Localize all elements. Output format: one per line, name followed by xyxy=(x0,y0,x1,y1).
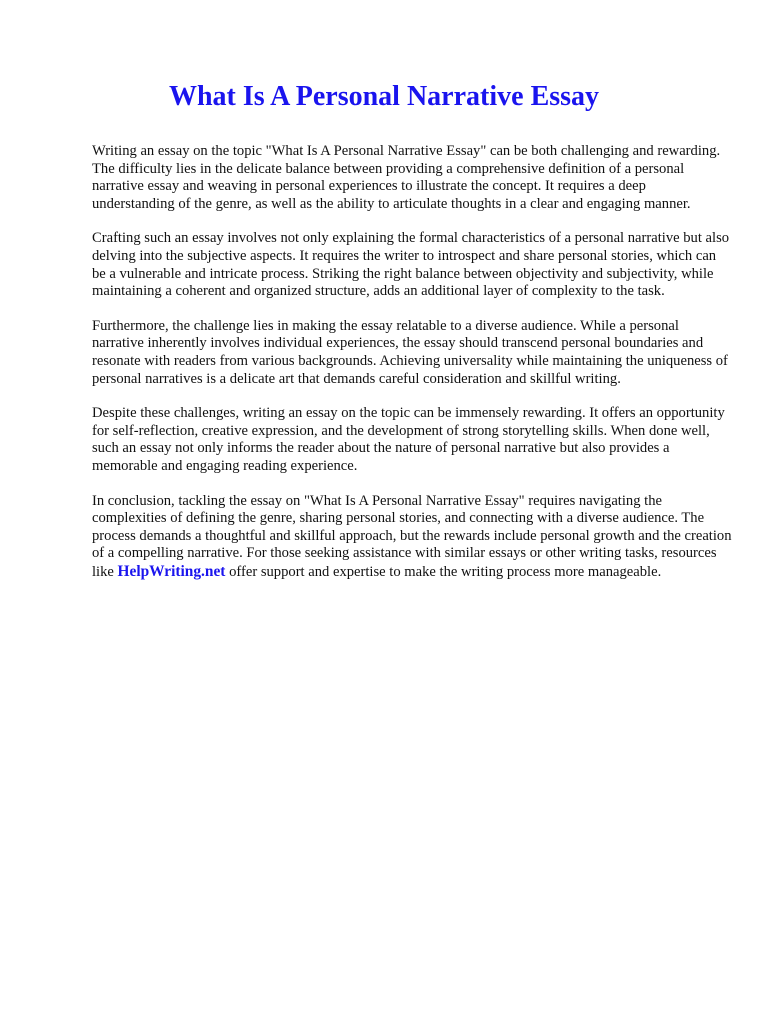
paragraph-1: Writing an essay on the topic "What Is A Personal Narrative Essay" can be both challenging and rewarding. The difficulty lies in the delicate balance between providing a comprehensive definition of a personal narrative essay and weaving in personal experiences to illustrate the concept. It requires a deep understanding of the genre, as well as the ability to articulate thoughts in a clear and engaging manner. xyxy=(92,143,721,212)
document-body xyxy=(92,143,732,598)
document-title: What Is A Personal Narrative Essay xyxy=(168,81,600,112)
paragraph-3: Furthermore, the challenge lies in making the essay relatable to a diverse audience. While a personal narrative inherently involves individual experiences, the essay should transcend personal boundaries and resonate with readers from various backgrounds. Achieving universality while maintaining the uniqueness of personal narratives is a delicate art that demands careful consideration and skillful writing. xyxy=(92,317,728,387)
paragraph-2: Crafting such an essay involves not only explaining the formal characteristics of a personal narrative but also delving into the subjective aspects. It requires the writer to introspect and share personal stories, which can be a vulnerable and intricate process. Striking the right balance between objectivity and subjectivity, while maintaining a coherent and organized structure, adds an additional layer of complexity to the task. xyxy=(92,230,730,300)
paragraph-5 xyxy=(92,493,732,582)
paragraph-5-text-after-link: offer support and expertise to make the writing process more manageable. xyxy=(225,563,662,580)
paragraph-5-text-before-link: In conclusion, tackling the essay on "What Is A Personal Narrative Essay" requires navigating the complexities of defining the genre, sharing personal stories, and connecting with a diverse audience. The process demands a thoughtful and skillful approach, but the rewards include personal growth and the creation of a compelling narrative. For those seeking assistance with similar essays or other writing tasks, resources like xyxy=(92,492,732,580)
helpwriting-link[interactable]: HelpWriting.net xyxy=(117,562,226,580)
paragraph-4: Despite these challenges, writing an essay on the topic can be immensely rewarding. It offers an opportunity for self-reflection, creative expression, and the development of strong storytelling skills. When done well, such an essay not only informs the reader about the nature of personal narrative but also provides a memorable and engaging reading experience. xyxy=(92,405,725,474)
